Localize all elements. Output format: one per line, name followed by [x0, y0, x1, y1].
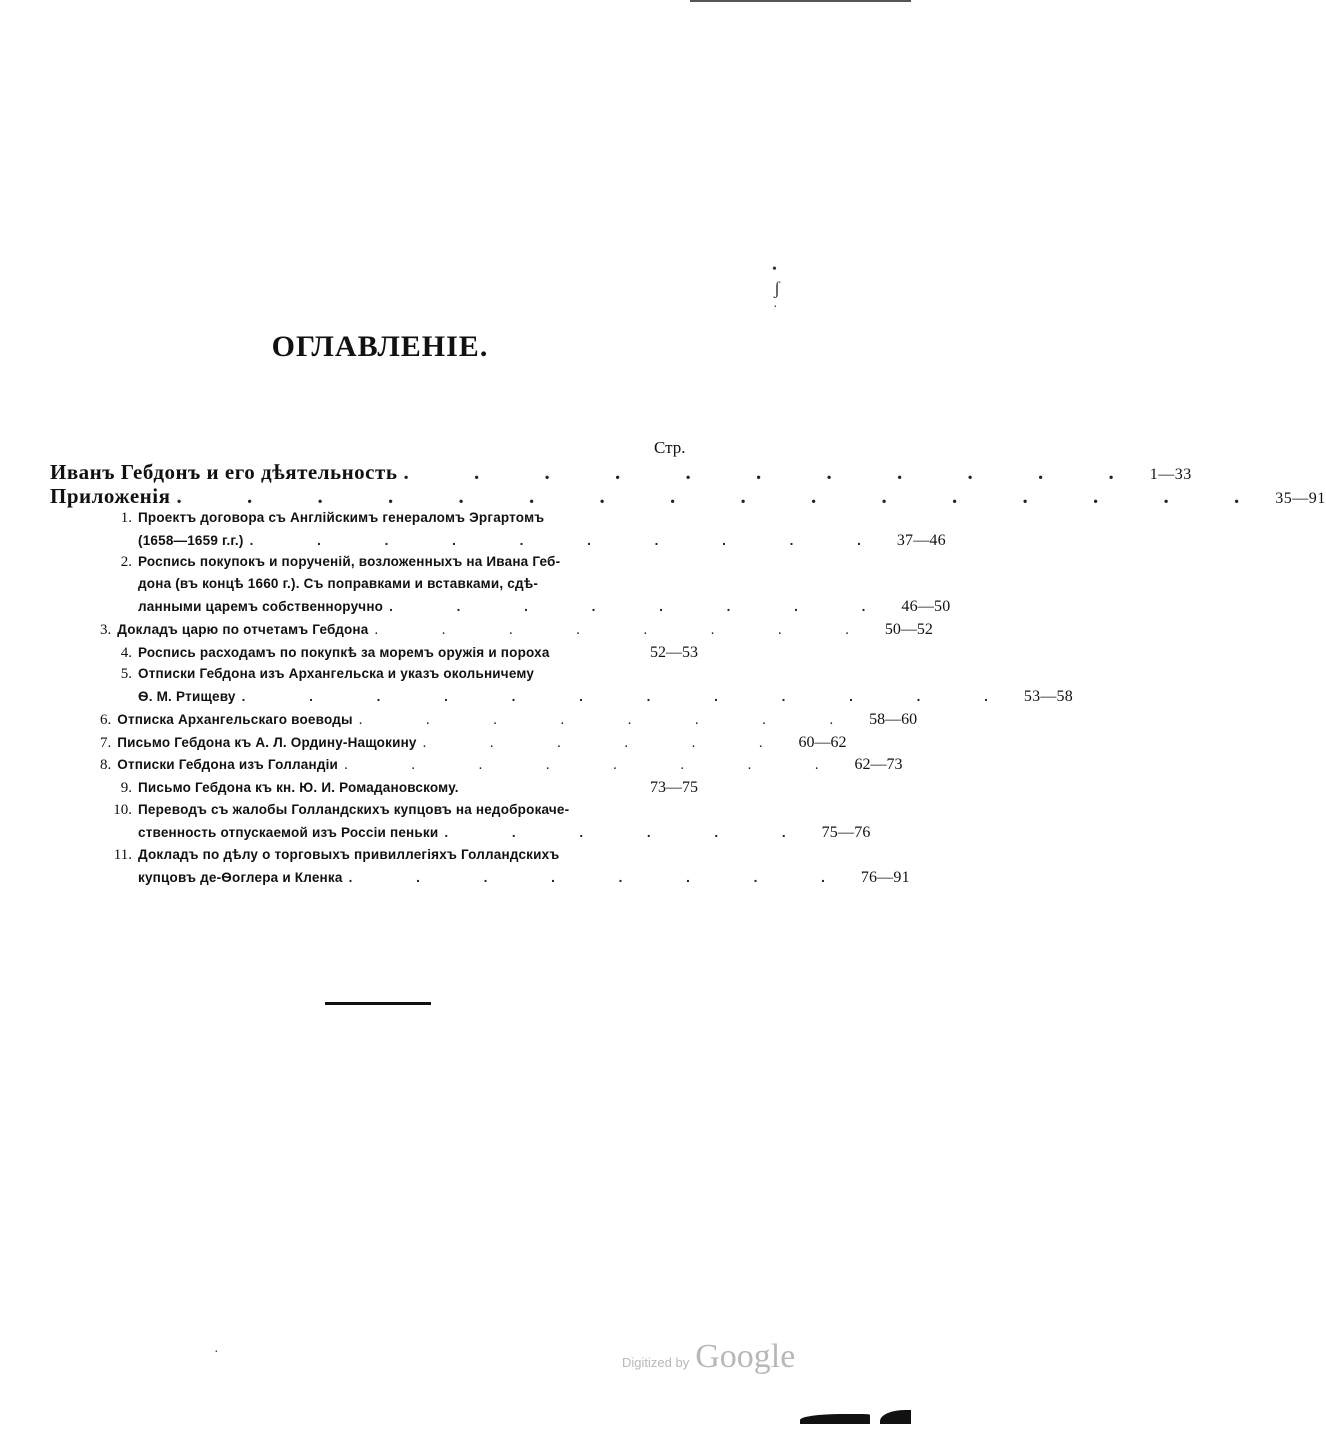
toc-main-entry: [50, 484, 1326, 509]
entry-pages: 50—52: [884, 621, 933, 638]
entry-pages: 52—53: [650, 644, 698, 661]
entry-number: 3.: [100, 622, 112, 638]
toc-appendix-entry: [100, 734, 847, 752]
scan-edge-mark: [880, 1410, 911, 1424]
toc-appendix-continuation: [138, 532, 946, 550]
scan-speck: •: [772, 262, 777, 277]
scan-speck: ʃ: [774, 278, 780, 298]
entry-title: Приложенія: [50, 484, 171, 508]
leader-dots: . . . . . . . . . . .: [403, 460, 1144, 484]
entry-pages: 60—62: [798, 734, 847, 751]
leader-dots: . . . . . . . .: [348, 870, 855, 885]
leader-dots: . . . . . . . .: [344, 757, 849, 773]
entry-number: 4.: [120, 645, 132, 661]
entry-number: 7.: [100, 735, 112, 751]
entry-line: купцовъ де-Ѳоглера и Кленка: [138, 870, 343, 885]
watermark-prefix: Digitized by: [622, 1355, 690, 1370]
toc-appendix-continuation: [138, 688, 1073, 706]
scan-speck: ·: [214, 1345, 219, 1360]
entry-line: ственность отпускаемой изъ Россіи пеньки: [138, 825, 439, 840]
entry-line: Письмо Гебдона къ кн. Ю. И. Ромадановскому.: [138, 780, 459, 795]
entry-line: Роспись расходамъ по покупкѣ за моремъ оружія и пороха: [138, 645, 550, 660]
toc-appendix-continuation: [138, 598, 951, 616]
entry-pages: 73—75: [650, 779, 698, 796]
entry-number: 6.: [100, 712, 112, 728]
leader-dots: . . . . . . . .: [358, 712, 864, 728]
page-column-header: Стр.: [654, 438, 686, 457]
entry-title: Иванъ Гебдонъ и его дѣятельность: [50, 460, 398, 484]
digitized-watermark: [622, 1338, 795, 1376]
leader-dots: . . . . . .: [422, 735, 793, 751]
entry-line: Роспись покупокъ и порученій, возложенныхъ на Ивана Геб-: [138, 554, 561, 569]
entry-pages: 46—50: [901, 598, 951, 615]
toc-appendix-entry: [100, 779, 698, 797]
leader-dots: . . . . . . . . . . . . . . . .: [176, 484, 1270, 508]
top-edge-line: [690, 0, 911, 2]
google-logo: Google: [695, 1338, 796, 1375]
toc-appendix-continuation: [138, 824, 871, 842]
toc-appendix-continuation: [138, 869, 910, 887]
toc-appendix-entry: [100, 644, 698, 662]
entry-line: ланными царемъ собственноручно: [138, 599, 384, 614]
toc-appendix-entry: [100, 802, 698, 819]
entry-number: 10.: [113, 802, 132, 818]
entry-pages: 62—73: [854, 756, 903, 773]
toc-appendix-entry: [100, 847, 698, 864]
entry-line: Докладъ царю по отчетамъ Гебдона: [117, 622, 369, 637]
entry-number: 11.: [113, 847, 132, 863]
entry-pages: 76—91: [860, 869, 910, 886]
entry-line: Отписка Архангельскаго воеводы: [117, 712, 353, 727]
entry-pages: 1—33: [1149, 466, 1192, 483]
entry-line: Отписки Гебдона изъ Архангельска и указъ окольничему: [138, 666, 535, 681]
entry-number: 2.: [120, 554, 132, 570]
entry-pages: 75—76: [821, 824, 871, 841]
entry-pages: 37—46: [896, 532, 946, 549]
entry-line: Письмо Гебдона къ А. Л. Ордину-Нащокину: [117, 735, 417, 750]
scan-speck: ·: [773, 300, 778, 315]
toc-appendix-entry: [100, 711, 918, 729]
entry-line: Ѳ. М. Ртищеву: [138, 689, 236, 704]
entry-pages: 58—60: [869, 711, 918, 728]
entry-number: 8.: [100, 757, 112, 773]
closing-rule: [325, 1002, 431, 1005]
entry-number: 5.: [120, 666, 132, 682]
entry-line: Отписки Гебдона изъ Голландіи: [117, 757, 339, 772]
entry-line: Переводъ съ жалобы Голландскихъ купцовъ на недоброкаче-: [138, 802, 570, 817]
page-title: ОГЛАВЛЕНІЕ.: [271, 330, 489, 363]
toc-appendix-entry: [100, 621, 933, 639]
entry-pages: 35—91: [1275, 490, 1326, 507]
toc-main-entry: [50, 460, 1192, 485]
toc-appendix-entry: [100, 756, 903, 774]
scan-edge-mark: [800, 1414, 870, 1424]
entry-number: 1.: [120, 510, 132, 526]
leader-dots: . . . . . . . .: [389, 599, 896, 614]
entry-number: 9.: [120, 780, 132, 796]
entry-line: (1658—1659 г.г.): [138, 533, 244, 548]
entry-line: дона (въ концѣ 1660 г.). Съ поправками и вставками, сдѣ-: [138, 576, 539, 591]
toc-appendix-entry: [100, 666, 698, 683]
toc-appendix-continuation: [138, 576, 698, 591]
leader-dots: . . . . . . . . . .: [249, 533, 891, 548]
entry-line: Докладъ по дѣлу о торговыхъ привиллегіяхъ Голландскихъ: [138, 847, 560, 862]
toc-appendix-entry: [100, 554, 698, 571]
toc-appendix-entry: [100, 510, 698, 527]
entry-line: Проектъ договора съ Англійскимъ генераломъ Эргартомъ: [138, 510, 545, 525]
entry-pages: 53—58: [1023, 688, 1073, 705]
leader-dots: . . . . . . . .: [374, 622, 879, 638]
leader-dots: . . . . . .: [444, 825, 816, 840]
leader-dots: . . . . . . . . . . . .: [241, 689, 1018, 704]
